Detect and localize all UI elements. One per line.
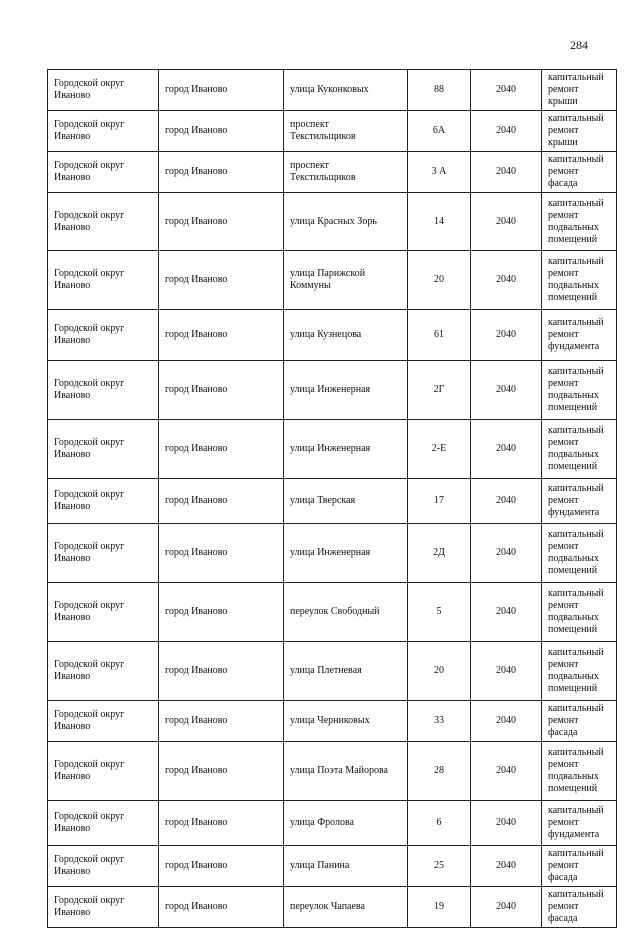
cell-street bbox=[284, 111, 408, 152]
cell-year: 2040 bbox=[471, 887, 542, 928]
cell-okrug-line: Городской округ bbox=[54, 659, 125, 670]
cell-street-line: Текстильщиков bbox=[290, 131, 356, 142]
cell-okrug-line: Иваново bbox=[54, 866, 91, 877]
cell-okrug bbox=[48, 152, 159, 193]
cell-city: город Иваново bbox=[159, 251, 284, 310]
cell-year: 2040 bbox=[471, 479, 542, 524]
cell-work-line: подвальных bbox=[548, 221, 599, 233]
cell-street-line: улица Плетневая bbox=[290, 665, 362, 676]
cell-okrug-line: Иваново bbox=[54, 553, 91, 564]
cell-street bbox=[284, 152, 408, 193]
cell-work-line: фундамента bbox=[548, 507, 600, 518]
cell-okrug bbox=[48, 361, 159, 420]
cell-okrug-line: Городской округ bbox=[54, 323, 125, 334]
cell-okrug-line: Городской округ bbox=[54, 378, 125, 389]
table-row bbox=[48, 583, 617, 642]
cell-work-line: ремонт bbox=[548, 329, 579, 340]
table-row bbox=[48, 70, 617, 111]
cell-work bbox=[542, 193, 617, 251]
cell-work-line: капитальный bbox=[548, 483, 604, 494]
cell-city: город Иваново bbox=[159, 701, 284, 742]
cell-work bbox=[542, 801, 617, 846]
cell-work-line: подвальных bbox=[548, 771, 599, 782]
cell-okrug-line: Иваново bbox=[54, 907, 91, 918]
table-row bbox=[48, 479, 617, 524]
cell-city: город Иваново bbox=[159, 420, 284, 479]
cell-okrug-line: Городской округ bbox=[54, 709, 125, 720]
cell-okrug-line: Городской округ bbox=[54, 78, 125, 89]
cell-work-line: капитальный bbox=[548, 647, 604, 658]
cell-city: город Иваново bbox=[159, 801, 284, 846]
cell-work-line: подвальных bbox=[548, 280, 599, 291]
cell-okrug-line: Иваново bbox=[54, 390, 91, 401]
cell-okrug-line: Иваново bbox=[54, 172, 91, 183]
cell-work-line: ремонт фасада bbox=[548, 860, 579, 883]
cell-street bbox=[284, 887, 408, 928]
cell-street bbox=[284, 479, 408, 524]
cell-street-line: Коммуны bbox=[290, 280, 331, 291]
cell-work bbox=[542, 479, 617, 524]
cell-okrug bbox=[48, 642, 159, 701]
cell-work bbox=[542, 742, 617, 801]
cell-work-line: капитальный bbox=[548, 197, 604, 209]
table-row bbox=[48, 801, 617, 846]
table-row bbox=[48, 251, 617, 310]
cell-street-line: улица Куконковых bbox=[290, 84, 369, 95]
cell-year: 2040 bbox=[471, 524, 542, 583]
cell-year: 2040 bbox=[471, 642, 542, 701]
cell-okrug-line: Иваново bbox=[54, 131, 91, 142]
cell-okrug-line: Городской округ bbox=[54, 541, 125, 552]
cell-work-line: капитальный bbox=[548, 529, 604, 540]
cell-work-line: подвальных bbox=[548, 553, 599, 564]
cell-street-line: улица Инженерная bbox=[290, 547, 371, 558]
cell-year: 2040 bbox=[471, 361, 542, 420]
cell-work-line: капитальный bbox=[548, 805, 604, 816]
cell-okrug-line: Городской округ bbox=[54, 811, 125, 822]
table-row bbox=[48, 111, 617, 152]
cell-house: 6 bbox=[408, 801, 471, 846]
cell-work-line: ремонт фасада bbox=[548, 715, 579, 738]
cell-street-line: Текстильщиков bbox=[290, 172, 356, 183]
cell-street-line: улица Тверская bbox=[290, 495, 356, 506]
cell-work-line: подвальных bbox=[548, 449, 599, 460]
cell-work bbox=[542, 701, 617, 742]
cell-street-line: улица Поэта Майорова bbox=[290, 765, 388, 776]
cell-work-line: помещений bbox=[548, 461, 598, 472]
cell-city: город Иваново bbox=[159, 310, 284, 361]
cell-work-line: подвальных bbox=[548, 612, 599, 623]
cell-work bbox=[542, 152, 617, 193]
cell-year: 2040 bbox=[471, 420, 542, 479]
cell-work-line: капитальный bbox=[548, 889, 604, 900]
cell-work-line: ремонт bbox=[548, 759, 579, 770]
cell-okrug-line: Городской округ bbox=[54, 759, 125, 770]
cell-street bbox=[284, 361, 408, 420]
cell-work bbox=[542, 361, 617, 420]
cell-year: 2040 bbox=[471, 111, 542, 152]
cell-street bbox=[284, 801, 408, 846]
cell-street bbox=[284, 524, 408, 583]
table-row bbox=[48, 361, 617, 420]
cell-work-line: капитальный bbox=[548, 72, 604, 83]
cell-house: 28 bbox=[408, 742, 471, 801]
cell-okrug-line: Иваново bbox=[54, 90, 91, 101]
cell-year: 2040 bbox=[471, 193, 542, 251]
repair-schedule-table bbox=[47, 69, 617, 928]
page-number: 284 bbox=[570, 38, 588, 52]
cell-okrug bbox=[48, 701, 159, 742]
cell-work-line: ремонт bbox=[548, 378, 579, 389]
cell-work-line: ремонт bbox=[548, 209, 579, 221]
cell-work-line: фундамента bbox=[548, 829, 600, 840]
cell-work-line: капитальный bbox=[548, 366, 604, 377]
cell-city: город Иваново bbox=[159, 583, 284, 642]
cell-work-line: ремонт bbox=[548, 268, 579, 279]
cell-okrug-line: Городской округ bbox=[54, 160, 125, 171]
cell-work-line: подвальных bbox=[548, 671, 599, 682]
cell-work-line: капитальный bbox=[548, 848, 604, 859]
cell-okrug-line: Иваново bbox=[54, 671, 91, 682]
cell-okrug-line: Иваново bbox=[54, 221, 91, 233]
cell-street bbox=[284, 420, 408, 479]
cell-year: 2040 bbox=[471, 742, 542, 801]
cell-work-line: ремонт фасада bbox=[548, 166, 579, 189]
cell-street-line: улица Инженерная bbox=[290, 443, 371, 454]
cell-work bbox=[542, 887, 617, 928]
cell-okrug-line: Городской округ bbox=[54, 437, 125, 448]
cell-house: 5 bbox=[408, 583, 471, 642]
cell-work-line: ремонт фасада bbox=[548, 901, 579, 924]
cell-okrug bbox=[48, 742, 159, 801]
cell-work-line: ремонт bbox=[548, 659, 579, 670]
cell-okrug bbox=[48, 801, 159, 846]
cell-okrug-line: Иваново bbox=[54, 771, 91, 782]
cell-year: 2040 bbox=[471, 583, 542, 642]
cell-work-line: помещений bbox=[548, 292, 598, 303]
cell-work bbox=[542, 583, 617, 642]
cell-street-line: улица Кузнецова bbox=[290, 329, 362, 340]
cell-street-line: улица Черниковых bbox=[290, 715, 370, 726]
cell-work-line: ремонт крыши bbox=[548, 84, 579, 107]
cell-okrug-line: Городской округ bbox=[54, 119, 125, 130]
cell-house: 14 bbox=[408, 193, 471, 251]
table-row bbox=[48, 642, 617, 701]
cell-okrug bbox=[48, 111, 159, 152]
cell-work-line: капитальный bbox=[548, 256, 604, 267]
table-row bbox=[48, 420, 617, 479]
cell-work bbox=[542, 70, 617, 111]
cell-work-line: капитальный bbox=[548, 703, 604, 714]
cell-city: город Иваново bbox=[159, 193, 284, 251]
cell-house: 2Д bbox=[408, 524, 471, 583]
cell-street-line: проспект bbox=[290, 119, 329, 130]
cell-year: 2040 bbox=[471, 251, 542, 310]
cell-okrug-line: Иваново bbox=[54, 823, 91, 834]
cell-okrug-line: Городской округ bbox=[54, 600, 125, 611]
cell-work bbox=[542, 310, 617, 361]
cell-okrug-line: Иваново bbox=[54, 612, 91, 623]
cell-year: 2040 bbox=[471, 701, 542, 742]
cell-work bbox=[542, 251, 617, 310]
cell-okrug-line: Городской округ bbox=[54, 268, 125, 279]
cell-okrug bbox=[48, 420, 159, 479]
cell-street-line: улица Парижской bbox=[290, 268, 366, 279]
cell-year: 2040 bbox=[471, 70, 542, 111]
cell-house: 88 bbox=[408, 70, 471, 111]
cell-city: город Иваново bbox=[159, 361, 284, 420]
cell-work-line: ремонт bbox=[548, 817, 579, 828]
cell-city: город Иваново bbox=[159, 111, 284, 152]
cell-house: 2-Е bbox=[408, 420, 471, 479]
cell-street bbox=[284, 251, 408, 310]
cell-work bbox=[542, 111, 617, 152]
cell-okrug bbox=[48, 479, 159, 524]
cell-street bbox=[284, 846, 408, 887]
cell-okrug-line: Иваново bbox=[54, 501, 91, 512]
cell-city: город Иваново bbox=[159, 70, 284, 111]
cell-year: 2040 bbox=[471, 152, 542, 193]
cell-work bbox=[542, 846, 617, 887]
cell-okrug bbox=[48, 310, 159, 361]
cell-city: город Иваново bbox=[159, 524, 284, 583]
cell-okrug bbox=[48, 193, 159, 251]
cell-okrug bbox=[48, 846, 159, 887]
table-row bbox=[48, 310, 617, 361]
cell-street bbox=[284, 583, 408, 642]
cell-year: 2040 bbox=[471, 846, 542, 887]
cell-work-line: капитальный bbox=[548, 588, 604, 599]
cell-okrug bbox=[48, 251, 159, 310]
cell-okrug-line: Городской округ bbox=[54, 854, 125, 865]
table-row bbox=[48, 152, 617, 193]
cell-street bbox=[284, 193, 408, 251]
cell-okrug bbox=[48, 887, 159, 928]
cell-city: город Иваново bbox=[159, 742, 284, 801]
cell-house: 3 А bbox=[408, 152, 471, 193]
cell-work-line: помещений bbox=[548, 233, 598, 245]
cell-street bbox=[284, 70, 408, 111]
cell-house: 20 bbox=[408, 251, 471, 310]
cell-street-line: улица Фролова bbox=[290, 817, 354, 828]
cell-work-line: капитальный bbox=[548, 113, 604, 124]
cell-street-line: улица Инженерная bbox=[290, 384, 371, 395]
cell-house: 2Г bbox=[408, 361, 471, 420]
table-row bbox=[48, 701, 617, 742]
cell-street-line: переулок Чапаева bbox=[290, 901, 365, 912]
table-row bbox=[48, 846, 617, 887]
cell-work-line: ремонт крыши bbox=[548, 125, 579, 148]
cell-work-line: ремонт bbox=[548, 541, 579, 552]
cell-house: 25 bbox=[408, 846, 471, 887]
cell-city: город Иваново bbox=[159, 152, 284, 193]
cell-street bbox=[284, 742, 408, 801]
cell-work-line: капитальный bbox=[548, 425, 604, 436]
cell-city: город Иваново bbox=[159, 642, 284, 701]
cell-okrug bbox=[48, 70, 159, 111]
cell-house: 19 bbox=[408, 887, 471, 928]
cell-work-line: помещений bbox=[548, 783, 598, 794]
cell-work bbox=[542, 420, 617, 479]
cell-okrug bbox=[48, 524, 159, 583]
cell-work-line: помещений bbox=[548, 683, 598, 694]
table-body bbox=[48, 70, 617, 928]
cell-work bbox=[542, 642, 617, 701]
cell-year: 2040 bbox=[471, 310, 542, 361]
table-row bbox=[48, 524, 617, 583]
cell-street-line: проспект bbox=[290, 160, 329, 171]
cell-work-line: подвальных bbox=[548, 390, 599, 401]
cell-work-line: ремонт bbox=[548, 437, 579, 448]
cell-work-line: помещений bbox=[548, 402, 598, 413]
cell-okrug-line: Иваново bbox=[54, 280, 91, 291]
table-row bbox=[48, 193, 617, 251]
table-row bbox=[48, 742, 617, 801]
cell-okrug bbox=[48, 583, 159, 642]
cell-house: 17 bbox=[408, 479, 471, 524]
cell-work-line: капитальный bbox=[548, 154, 604, 165]
table-row bbox=[48, 887, 617, 928]
cell-work-line: ремонт bbox=[548, 600, 579, 611]
cell-house: 61 bbox=[408, 310, 471, 361]
cell-city: город Иваново bbox=[159, 846, 284, 887]
cell-street bbox=[284, 642, 408, 701]
cell-okrug-line: Городской округ bbox=[54, 895, 125, 906]
cell-work-line: ремонт bbox=[548, 495, 579, 506]
cell-city: город Иваново bbox=[159, 887, 284, 928]
cell-work-line: капитальный bbox=[548, 317, 604, 328]
cell-street bbox=[284, 310, 408, 361]
cell-house: 6А bbox=[408, 111, 471, 152]
cell-city: город Иваново bbox=[159, 479, 284, 524]
cell-okrug-line: Иваново bbox=[54, 449, 91, 460]
cell-work bbox=[542, 524, 617, 583]
cell-okrug-line: Городской округ bbox=[54, 489, 125, 500]
cell-work-line: капитальный bbox=[548, 747, 604, 758]
cell-okrug-line: Иваново bbox=[54, 335, 91, 346]
cell-work-line: фундамента bbox=[548, 341, 600, 352]
cell-street-line: улица Красных Зорь bbox=[290, 215, 377, 227]
cell-house: 20 bbox=[408, 642, 471, 701]
cell-okrug-line: Городской округ bbox=[54, 209, 125, 221]
cell-okrug-line: Иваново bbox=[54, 721, 91, 732]
cell-house: 33 bbox=[408, 701, 471, 742]
cell-work-line: помещений bbox=[548, 565, 598, 576]
cell-street-line: переулок Свободный bbox=[290, 606, 380, 617]
cell-street-line: улица Панина bbox=[290, 860, 350, 871]
cell-street bbox=[284, 701, 408, 742]
cell-year: 2040 bbox=[471, 801, 542, 846]
cell-work-line: помещений bbox=[548, 624, 598, 635]
